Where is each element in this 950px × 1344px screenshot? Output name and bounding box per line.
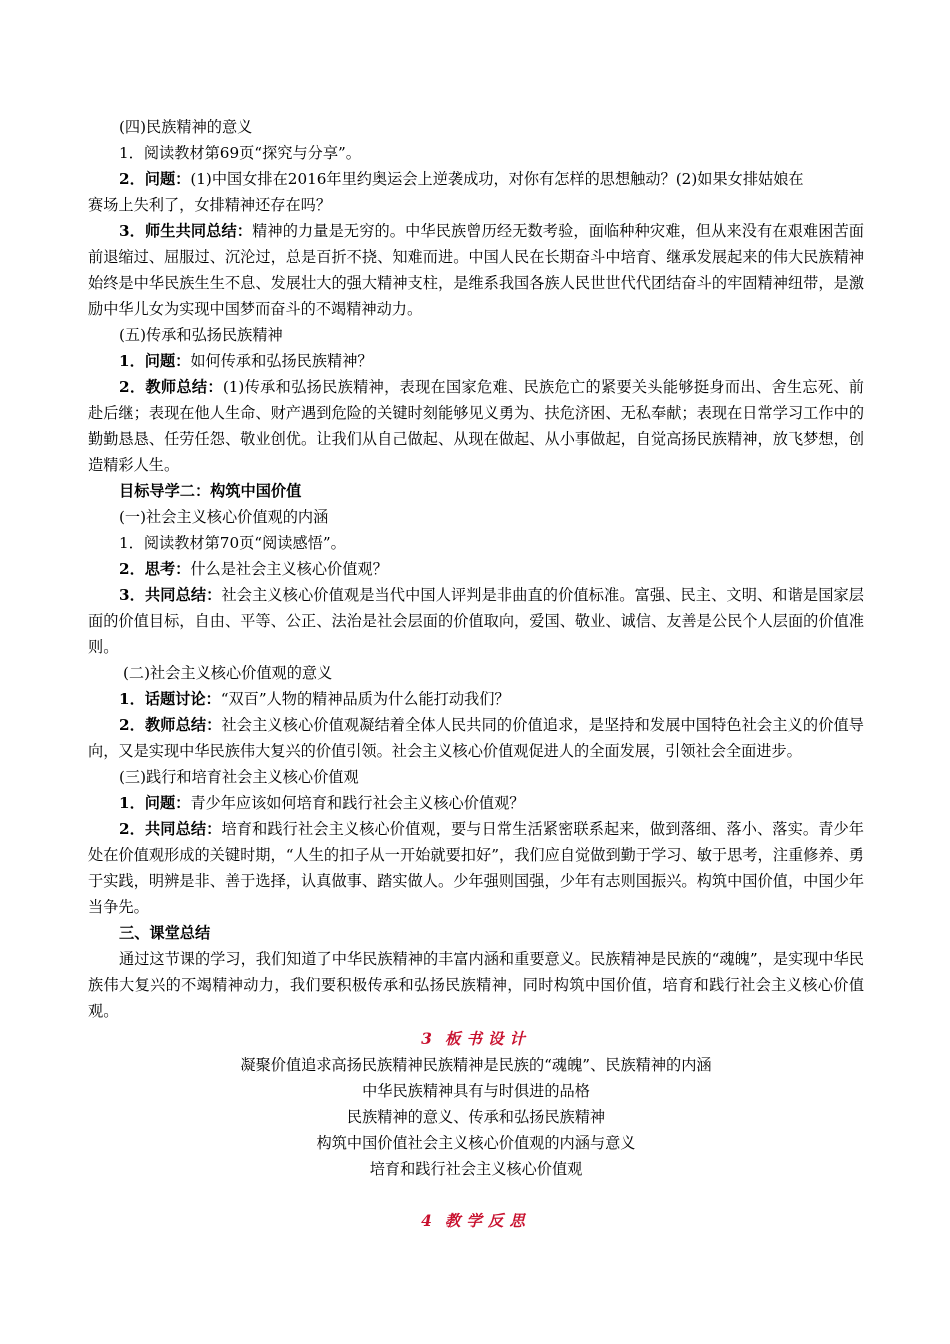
goal2-s3-item-2	[88, 816, 864, 920]
goal2-s1-item-2-text: 什么是社会主义核心价值观？	[190, 560, 388, 578]
sec4-item-2	[88, 166, 864, 192]
goal2-s3-item-1-text: 青少年应该如何培育和践行社会主义核心价值观？	[190, 794, 525, 812]
sec4-item-1: 1．阅读教材第69页“探究与分享”。	[119, 144, 361, 162]
goal2-s1-item-3-text: 社会主义核心价值观是当代中国人评判是非曲直的价值标准。富强、民主、文明、和谐是国家层面的价值目标，自由、平等、公正、法治是社会层面的价值取向，爱国、敬业、诚信、友善是公民个人层面的价值准则。	[88, 586, 864, 656]
goal2-s1-item-3-label: 3．共同总结：	[119, 586, 222, 604]
goal2-s2-item-2-text: 社会主义核心价值观凝结着全体人民共同的价值追求，是坚持和发展中国特色社会主义的价值导向，又是实现中华民族伟大复兴的价值引领。社会主义核心价值观促进人的全面发展，引领社会全面进步。	[88, 716, 864, 760]
goal2-s2-item-1-text: “双百”人物的精神品质为什么能打动我们？	[220, 690, 510, 708]
sec4-item-3-label: 3．师生共同总结：	[119, 222, 253, 240]
sec4-item-3	[88, 218, 864, 322]
goal2-heading: 目标导学二：构筑中国价值	[119, 482, 302, 500]
goal2-s1-heading: (一)社会主义核心价值观的内涵	[119, 508, 329, 526]
board-line: 民族精神的意义、传承和弘扬民族精神	[346, 1108, 606, 1126]
goal2-s2-item-1	[88, 686, 864, 712]
goal2-s3-item-1	[88, 790, 864, 816]
board-line: 构筑中国价值社会主义核心价值观的内涵与意义	[316, 1134, 636, 1152]
board-design-lines	[88, 1052, 864, 1182]
sec4-item-2-label: 2．问题：	[119, 170, 191, 188]
goal2-s1-item-3	[88, 582, 864, 660]
sec5-item-1	[88, 348, 864, 374]
goal2-s2-item-2	[88, 712, 864, 764]
sec5-item-1-text: 如何传承和弘扬民族精神？	[190, 352, 373, 370]
board-line: 培育和践行社会主义核心价值观	[369, 1160, 583, 1178]
board-design-title	[88, 1026, 864, 1052]
section-heading-5: (五)传承和弘扬民族精神	[119, 326, 283, 344]
goal2-s2-item-1-label: 1．话题讨论：	[119, 690, 221, 708]
sec5-item-2	[88, 374, 864, 478]
reflection-number: 4	[421, 1211, 433, 1230]
sec4-item-2-text-a: (1)中国女排在2016年里约奥运会上逆袭成功，对你有怎样的思想触动？(2)如果女排姑娘在	[190, 170, 804, 188]
sec5-item-2-label: 2．教师总结：	[119, 378, 223, 396]
goal2-s3-item-2-label: 2．共同总结：	[119, 820, 222, 838]
sec4-item-2-cont: 赛场上失利了，女排精神还存在吗？	[88, 196, 331, 214]
goal2-s1-item-2	[88, 556, 864, 582]
board-line: 凝聚价值追求高扬民族精神民族精神是民族的“魂魄”、民族精神的内涵	[240, 1056, 712, 1074]
sec5-item-1-label: 1．问题：	[119, 352, 191, 370]
goal2-s2-heading: (二)社会主义核心价值观的意义	[123, 664, 333, 682]
reflection-label: 教学反思	[444, 1211, 531, 1230]
reflection-title	[88, 1208, 864, 1234]
goal2-s1-item-2-label: 2．思考：	[119, 560, 191, 578]
goal2-s3-heading: (三)践行和培育社会主义核心价值观	[119, 768, 359, 786]
summary-heading: 三、课堂总结	[119, 924, 211, 942]
section-heading-4: (四)民族精神的意义	[119, 118, 253, 136]
goal2-s2-item-2-label: 2．教师总结：	[119, 716, 222, 734]
goal2-s3-item-2-text: 培育和践行社会主义核心价值观，要与日常生活紧密联系起来，做到落细、落小、落实。青少年处在价值观形成的关键时期，“人生的扣子从一开始就要扣好”，我们应自觉做到勤于学习、敏于思考，注重修养、勇于实践，明辨是非、善于选择，认真做事、踏实做人。少年强则国强，少年有志则国振兴。构筑中国价值，中国少年当争先。	[88, 820, 864, 916]
board-line: 中华民族精神具有与时俱进的品格	[362, 1082, 590, 1100]
goal2-s3-item-1-label: 1．问题：	[119, 794, 191, 812]
sec5-item-2-text: (1)传承和弘扬民族精神，表现在国家危难、民族危亡的紧要关头能够挺身而出、舍生忘死、前赴后继；表现在他人生命、财产遇到危险的关键时刻能够见义勇为、扶危济困、无私奉献；表现在日常学习工作中的勤勤恳恳、任劳任怨、敬业创优。让我们从自己做起、从现在做起、从小事做起，自觉高扬民族精神，放飞梦想，创造精彩人生。	[88, 378, 864, 474]
sec4-item-3-text: 精神的力量是无穷的。中华民族曾历经无数考验，面临种种灾难，但从来没有在艰难困苦面前退缩过、屈服过、沉沦过，总是百折不挠、知难而进。中国人民在长期奋斗中培育、继承发展起来的伟大民族精神始终是中华民族生生不息、发展壮大的强大精神支柱，是维系我国各族人民世世代代团结奋斗的牢固精神纽带，是激励中华儿女为实现中国梦而奋斗的不竭精神动力。	[88, 222, 864, 318]
board-design-label: 板书设计	[444, 1029, 531, 1048]
goal2-s1-item-1: 1．阅读教材第70页“阅读感悟”。	[119, 534, 346, 552]
board-design-number: 3	[421, 1029, 433, 1048]
summary-text: 通过这节课的学习，我们知道了中华民族精神的丰富内涵和重要意义。民族精神是民族的“魂魄”，是实现中华民族伟大复兴的不竭精神动力，我们要积极传承和弘扬民族精神，同时构筑中国价值，培育和践行社会主义核心价值观。	[88, 950, 864, 1020]
document-page	[88, 114, 864, 1234]
